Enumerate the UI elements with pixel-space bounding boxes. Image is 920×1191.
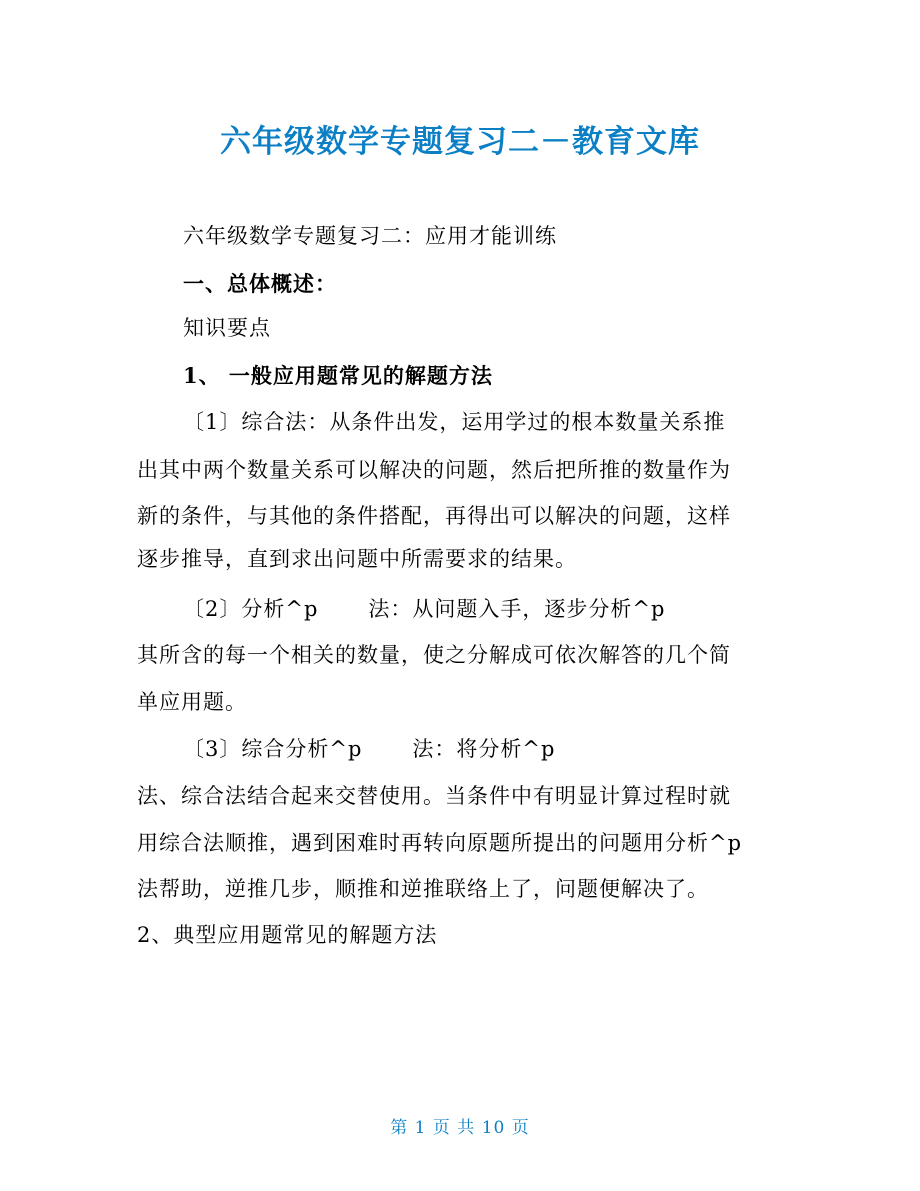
item1-heading: 1、 一般应用题常见的解题方法 xyxy=(183,363,493,388)
paragraph3-line4: 法帮助，逆推几步，顺推和逆推联络上了，问题便解决了。 xyxy=(137,877,709,901)
subtitle: 六年级数学专题复习二：应用才能训练 xyxy=(183,224,557,248)
paragraph3-line1-part2: 法：将分析^p xyxy=(412,737,556,761)
paragraph2-line1-part2: 法：从问题入手，逐步分析^p xyxy=(368,597,666,621)
page-footer: 第 1 页 共 10 页 xyxy=(390,1118,530,1138)
paragraph2-line3: 单应用题。 xyxy=(137,690,247,714)
paragraph3-line1-part1: 〔3〕综合分析^p xyxy=(183,737,363,761)
knowledge-points-label: 知识要点 xyxy=(183,316,271,340)
paragraph1-line1: 〔1〕综合法：从条件出发，运用学过的根本数量关系推 xyxy=(183,410,726,434)
section-heading: 一、总体概述： xyxy=(183,271,337,296)
paragraph3-line2: 法、综合法结合起来交替使用。当条件中有明显计算过程时就 xyxy=(137,784,731,808)
paragraph3-line1 xyxy=(183,735,555,763)
paragraph2-line1-part1: 〔2〕分析^p xyxy=(183,597,319,621)
paragraph1-line3: 新的条件，与其他的条件搭配，再得出可以解决的问题，这样 xyxy=(137,504,731,528)
paragraph3-line3: 用综合法顺推，遇到困难时再转向原题所提出的问题用分析^p xyxy=(137,831,743,855)
item2-heading: 2、典型应用题常见的解题方法 xyxy=(137,923,438,947)
paragraph2-line1 xyxy=(183,595,665,623)
paragraph2-line2: 其所含的每一个相关的数量，使之分解成可依次解答的几个简 xyxy=(137,643,731,667)
document-title: 六年级数学专题复习二－教育文库 xyxy=(220,124,700,160)
paragraph1-line4: 逐步推导，直到求出问题中所需要求的结果。 xyxy=(137,547,577,571)
paragraph1-line2: 出其中两个数量关系可以解决的问题，然后把所推的数量作为 xyxy=(137,458,731,482)
